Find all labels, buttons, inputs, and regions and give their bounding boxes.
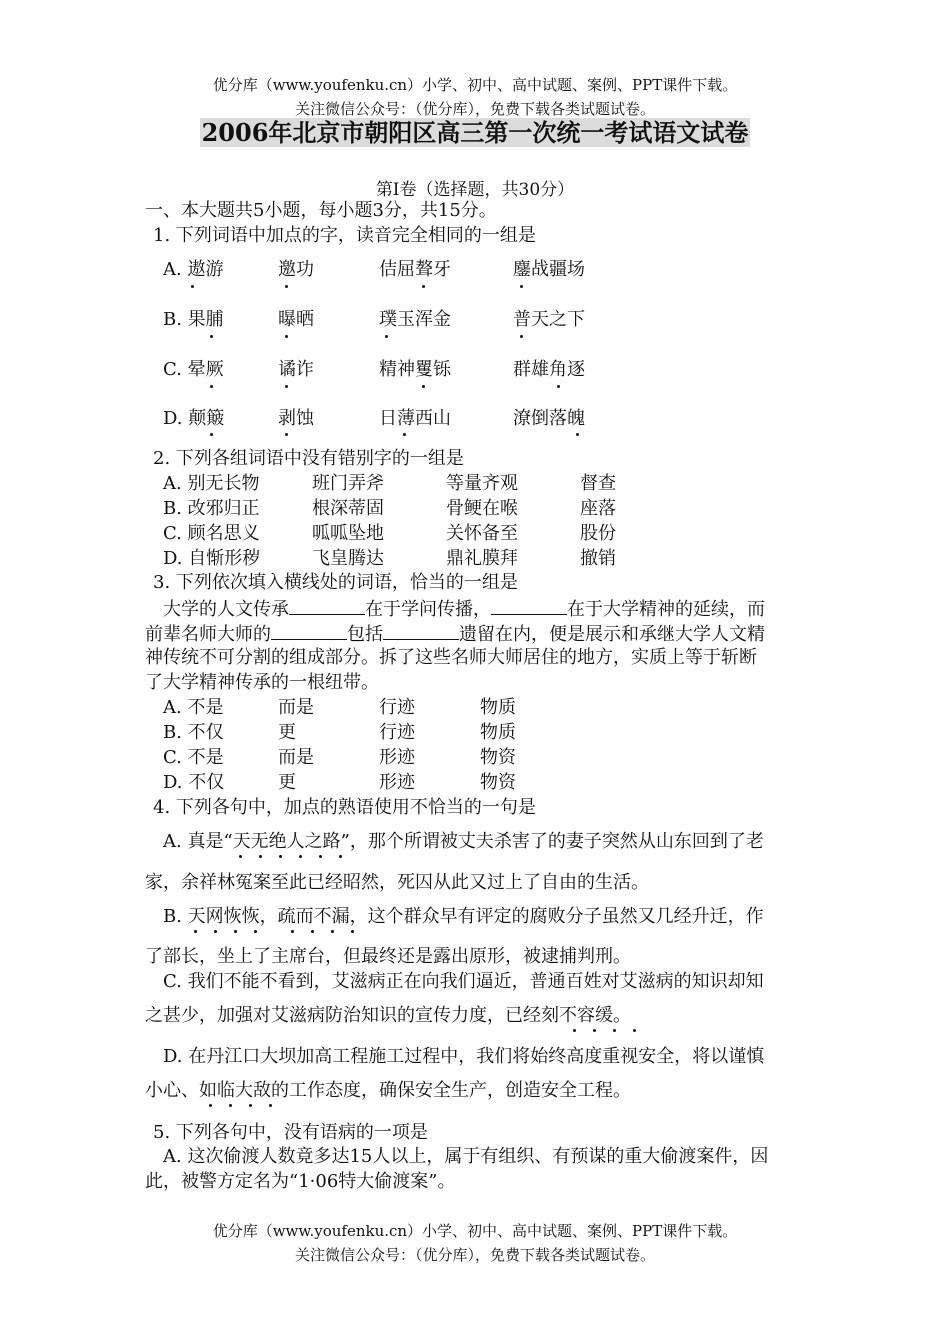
q1-a-c4: 鏖战疆场 xyxy=(513,259,585,280)
q2-d-c1: D. 自惭形秽 xyxy=(163,548,261,569)
q2-d-c4: 撤销 xyxy=(580,548,616,569)
emphasis-dot xyxy=(385,335,388,338)
emphasis-dot xyxy=(229,1104,232,1107)
emphasis-dot xyxy=(269,1104,272,1107)
q3-b-c2: 更 xyxy=(278,722,296,743)
q3-b-c3: 行迹 xyxy=(379,722,415,743)
q2-d-c3: 鼎礼膜拜 xyxy=(446,548,518,569)
emphasis-dot xyxy=(249,1104,252,1107)
q3-c-c4: 物资 xyxy=(480,747,516,768)
page-title: 2006年北京市朝阳区高三第一次统一考试语文试卷 xyxy=(201,118,749,147)
emphasis-dot xyxy=(254,930,257,933)
q1-stem: 1. 下列词语中加点的字，读音完全相同的一组是 xyxy=(153,225,536,246)
footer-line-1: 优分库（www.youfenku.cn）小学、初中、高中试题、案例、PPT课件下载。 xyxy=(212,1222,738,1240)
emphasis-dot xyxy=(239,855,242,858)
q4-option-c-line-2: 之甚少，加强对艾滋病防治知识的宣传力度，已经刻不容缓。 xyxy=(145,1005,631,1026)
emphasis-dot xyxy=(191,285,194,288)
emphasis-dot xyxy=(285,385,288,388)
emphasis-dot xyxy=(351,930,354,933)
header-line-2: 关注微信公众号：（优分库），免费下载各类试题试卷。 xyxy=(294,100,655,118)
emphasis-dot xyxy=(311,930,314,933)
q1-b-c1: B. 果脯 xyxy=(163,309,224,330)
emphasis-dot xyxy=(403,433,406,436)
q3-a-c2: 而是 xyxy=(278,697,314,718)
blank-1 xyxy=(289,596,365,615)
q3-a-c1: A. 不是 xyxy=(163,697,224,718)
emphasis-dot xyxy=(210,433,213,436)
q2-c-c2: 呱呱坠地 xyxy=(312,523,384,544)
emphasis-dot xyxy=(214,930,217,933)
q3-stem: 3. 下列依次填入横线处的词语，恰当的一组是 xyxy=(153,572,518,593)
emphasis-dot xyxy=(319,855,322,858)
q2-b-c4: 座落 xyxy=(580,498,616,519)
q4-option-a-line-1: A. 真是“天无绝人之路”，那个所谓被丈夫杀害了的妻子突然从山东回到了老 xyxy=(163,831,764,852)
q2-a-c2: 班门弄斧 xyxy=(312,473,384,494)
emphasis-dot xyxy=(520,335,523,338)
q4-stem: 4. 下列各句中，加点的熟语使用不恰当的一句是 xyxy=(153,797,536,818)
emphasis-dot xyxy=(285,433,288,436)
q1-c-c2: 谲诈 xyxy=(278,359,314,380)
emphasis-dot xyxy=(291,930,294,933)
q1-d-c3: 日薄西山 xyxy=(379,408,451,429)
emphasis-dot xyxy=(234,930,237,933)
q2-d-c2: 飞皇腾达 xyxy=(312,548,384,569)
emphasis-dot xyxy=(210,335,213,338)
emphasis-dot xyxy=(331,930,334,933)
emphasis-dot xyxy=(613,1029,616,1032)
section-instructions: 一、本大题共5小题，每小题3分，共15分。 xyxy=(145,200,497,221)
q1-c-c1: C. 晕厥 xyxy=(163,359,224,380)
footer-line-2: 关注微信公众号：（优分库），免费下载各类试题试卷。 xyxy=(294,1246,655,1264)
emphasis-dot xyxy=(285,335,288,338)
q1-c-c4: 群雄角逐 xyxy=(513,359,585,380)
q3-c-c1: C. 不是 xyxy=(163,747,224,768)
q2-c-c4: 股份 xyxy=(580,523,616,544)
q5-stem: 5. 下列各句中，没有语病的一项是 xyxy=(153,1122,428,1143)
emphasis-dot xyxy=(422,385,425,388)
q3-c-c3: 形迹 xyxy=(379,747,415,768)
q4-option-a-line-2: 家，余祥林冤案至此已经昭然，死囚从此又过上了自由的生活。 xyxy=(145,872,649,893)
q1-b-c4: 普天之下 xyxy=(513,309,585,330)
q1-b-c2: 曝晒 xyxy=(278,309,314,330)
blank-4 xyxy=(383,621,459,640)
q2-stem: 2. 下列各组词语中没有错别字的一组是 xyxy=(153,448,464,469)
q4-option-c-line-1: C. 我们不能不看到，艾滋病正在向我们逼近，普通百姓对艾滋病的知识却知 xyxy=(163,971,764,992)
emphasis-dot xyxy=(210,385,213,388)
emphasis-dot xyxy=(209,1104,212,1107)
q1-a-c3: 佶屈聱牙 xyxy=(379,259,451,280)
q3-d-c3: 形迹 xyxy=(379,772,415,793)
emphasis-dot xyxy=(339,855,342,858)
q5-option-a-line-2: 此，被警方定名为“1·06特大偷渡案”。 xyxy=(145,1171,456,1192)
q2-c-c3: 关怀备至 xyxy=(446,523,518,544)
header-line-1: 优分库（www.youfenku.cn）小学、初中、高中试题、案例、PPT课件下载。 xyxy=(212,76,738,94)
section-subtitle: 第I卷（选择题，共30分） xyxy=(375,180,575,200)
emphasis-dot xyxy=(576,433,579,436)
q2-b-c3: 骨鲠在喉 xyxy=(446,498,518,519)
blank-3 xyxy=(271,621,347,640)
q3-a-c3: 行迹 xyxy=(379,697,415,718)
q4-option-b-line-1: B. 天网恢恢，疏而不漏，这个群众早有评定的腐败分子虽然又几经升迁，作 xyxy=(163,906,764,927)
q1-d-c2: 剥蚀 xyxy=(278,408,314,429)
q1-d-c4: 潦倒落魄 xyxy=(513,408,585,429)
q3-d-c2: 更 xyxy=(278,772,296,793)
emphasis-dot xyxy=(194,930,197,933)
q2-b-c2: 根深蒂固 xyxy=(312,498,384,519)
q3-a-c4: 物质 xyxy=(480,697,516,718)
emphasis-dot xyxy=(573,1029,576,1032)
q3-passage-line-1: 大学的人文传承 在于学问传播， 在于大学精神的延续，而 xyxy=(163,596,765,622)
emphasis-dot xyxy=(299,855,302,858)
emphasis-dot xyxy=(259,855,262,858)
q1-c-c3: 精神矍铄 xyxy=(379,359,451,380)
emphasis-dot xyxy=(422,285,425,288)
q2-a-c4: 督查 xyxy=(580,473,616,494)
q2-b-c1: B. 改邪归正 xyxy=(163,498,260,519)
q2-a-c3: 等量齐观 xyxy=(446,473,518,494)
q1-a-c2: 邀功 xyxy=(278,259,314,280)
emphasis-dot xyxy=(520,285,523,288)
q3-passage-line-2: 前辈名师大师的 包括 遗留在内，便是展示和承继大学人文精 xyxy=(145,621,765,647)
emphasis-dot xyxy=(593,1029,596,1032)
q1-b-c3: 璞玉浑金 xyxy=(379,309,451,330)
q1-a-c1: A. 遨游 xyxy=(163,259,224,280)
blank-2 xyxy=(491,596,567,615)
q3-d-c1: D. 不仅 xyxy=(163,772,225,793)
q3-c-c2: 而是 xyxy=(278,747,314,768)
emphasis-dot xyxy=(285,285,288,288)
emphasis-dot xyxy=(279,855,282,858)
emphasis-dot xyxy=(557,385,560,388)
q3-b-c1: B. 不仅 xyxy=(163,722,224,743)
q4-option-b-line-2: 了部长，坐上了主席台，但最终还是露出原形，被逮捕判刑。 xyxy=(145,946,631,967)
q3-b-c4: 物质 xyxy=(480,722,516,743)
q3-passage-line-4: 了大学精神传承的一根纽带。 xyxy=(145,672,379,693)
q5-option-a-line-1: A. 这次偷渡人数竟多达15人以上，属于有组织、有预谋的重大偷渡案件，因 xyxy=(163,1146,769,1167)
q3-d-c4: 物资 xyxy=(480,772,516,793)
q2-c-c1: C. 顾名思义 xyxy=(163,523,260,544)
q4-option-d-line-2: 小心、如临大敌的工作态度，确保安全生产，创造安全工程。 xyxy=(145,1080,631,1101)
q2-a-c1: A. 别无长物 xyxy=(163,473,260,494)
q3-passage-line-3: 神传统不可分割的组成部分。拆了这些名师大师居住的地方，实质上等于斩断 xyxy=(145,647,757,668)
q1-d-c1: D. 颠簸 xyxy=(163,408,225,429)
emphasis-dot xyxy=(633,1029,636,1032)
q4-option-d-line-1: D. 在丹江口大坝加高工程施工过程中，我们将始终高度重视安全，将以谨慎 xyxy=(163,1046,765,1067)
